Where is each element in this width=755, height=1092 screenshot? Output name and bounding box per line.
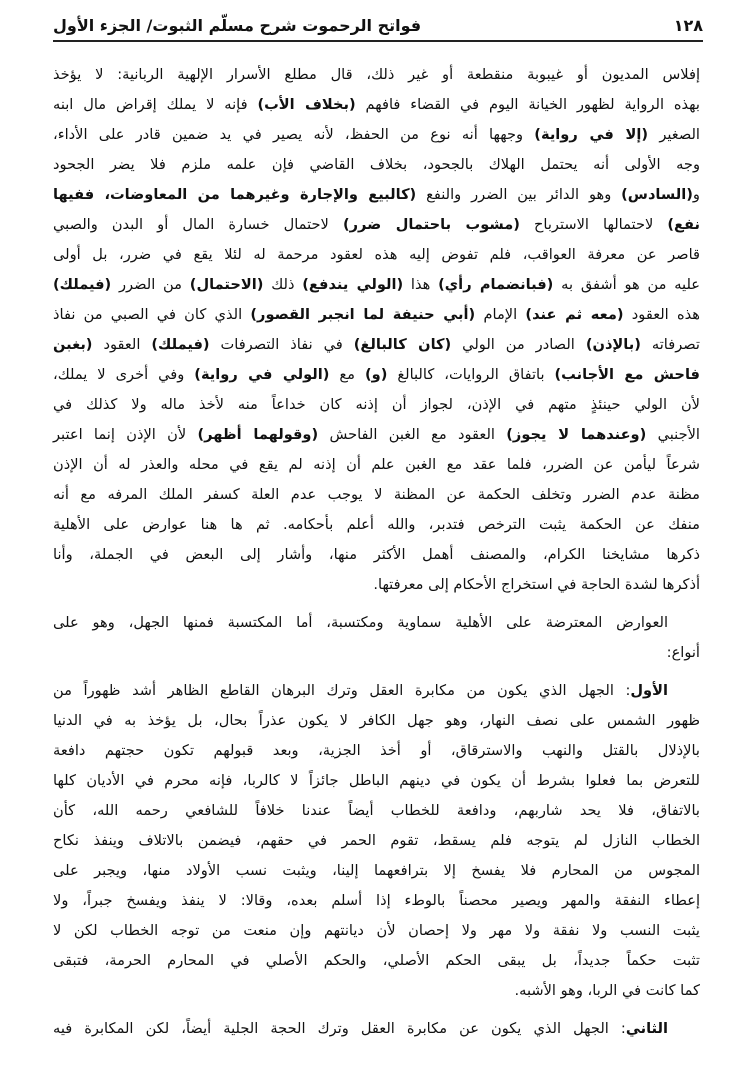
bold-matn-segment: (أبي حنيفة لما انجبر القصور) [250,306,476,323]
text-line [53,150,700,180]
bold-matn-segment: الأول [630,682,668,699]
text-line [53,638,700,668]
bold-matn-segment: (فبانضمام رأي) [438,276,554,293]
text-line [53,210,700,240]
text-segment: منفك عن الحكمة يثبت الترخص فتدبر، والله أعلم بأحكامه. ثم ها هنا عوارض على الأهلية [53,516,700,533]
text-line [53,540,700,570]
text-line [53,240,700,270]
text-segment: و [692,186,700,203]
text-line [53,676,700,706]
text-segment: ذكرها مشايخنا الكرام، والمصنف أهمل الأكثر منها، وأشار إلى البعض في الجملة، وأنا [53,546,700,563]
text-line [53,480,700,510]
text-segment: في نفاذ التصرفات [209,336,354,353]
text-line [53,420,700,450]
text-segment: مع [329,366,365,383]
text-segment: الصغير [648,126,700,143]
text-segment: فإنه لا يملك إقراض مال ابنه [53,96,258,113]
text-segment: : الجهل الذي يكون عن مكابرة العقل وترك الحجة الجلية أيضاً، لكن المكابرة فيه [53,1020,626,1037]
text-segment: تثبت حكماً جديداً، بل يبقى الحكم الأصلي، والحكم الأصلي في المحارم الحرمة، فتبقى [53,952,700,969]
text-line [53,510,700,540]
bold-matn-segment: (إلا في رواية) [534,126,649,143]
page-body [53,60,700,1052]
text-line [53,826,700,856]
running-header [53,12,703,38]
bold-matn-segment: (و) [364,366,388,383]
text-segment: شرعاً ليأمن عن الضرر، فلما عقد مع الغبن علم أن إذنه لم يقع في محله والعذر له أن الإذن [53,456,700,473]
text-segment: إعطاء النفقة والمهر ويصير محصناً بالوطء إذا أسلم بعده، وقالا: لا ينفذ ويفسخ جبراً، ولا [53,892,700,909]
bold-matn-segment: (مشوب باحتمال ضرر) [342,216,520,233]
text-line [53,916,700,946]
text-segment: بالإذلال بالقتل والنهب والاسترقاق، أو أخذ الجزية، وبعد قبولهم تكون حجتهم دافعة [53,742,700,759]
text-segment: من الضرر [111,276,190,293]
bold-matn-segment: (وقولهما أظهر) [197,426,319,443]
bold-matn-segment: (فيملك) [151,336,210,353]
text-line [53,976,700,1006]
text-line [53,856,700,886]
text-segment: باتفاق الروايات، كالبالغ [387,366,555,383]
text-segment: وفي أخرى لا يملك، [53,366,195,383]
text-segment: يثبت النسب ولا نفقة ولا مهر ولا إحصان لأن ديانتهم وإن منعت من توجه الخطاب لكن لا [53,922,700,939]
text-segment: بهذه الرواية لظهور الخيانة اليوم في القضاء فافهم [355,96,700,113]
bold-matn-segment: (كان كالبالغ) [353,336,452,353]
text-line [53,946,700,976]
text-segment: وجهها أنه نوع من الحفظ، لأنه يصير في يد ضمين قادر على الأداء، [53,126,535,143]
bold-matn-segment: (الاحتمال) [189,276,264,293]
bold-matn-segment: (الولي يندفع) [302,276,404,293]
bold-matn-segment: (كالبيع والإجارة وغيرهما من المعاوضات، ففيها [53,186,417,203]
bold-matn-segment: (السادس) [621,186,693,203]
text-segment: الأجنبي [646,426,700,443]
paragraph [53,60,700,600]
text-segment: الصادر من الولي [451,336,586,353]
text-segment: قاصر عن معرفة العواقب، فلم تفوض إليه هذه لعقود مرحمة له لئلا يقع في ضرر، بل أولى [53,246,700,263]
paragraph [53,608,700,668]
text-segment: أنواع: [666,644,700,661]
text-segment: ذلك [263,276,303,293]
bold-matn-segment: (وعندهما لا يجوز) [506,426,647,443]
text-segment: مظنة عدم الضرر وتخلف الحكمة عن المظنة لا يوجب عدم العلة كسفر الملك المرفه مع أنه [53,486,700,503]
text-segment: هذا [403,276,439,293]
text-line [53,180,700,210]
text-segment: عليه من هو أشفق به [553,276,700,293]
text-line [53,60,700,90]
text-line [53,360,700,390]
text-segment: تصرفاته [640,336,700,353]
text-segment: الذي كان في الصبي من نفاذ [53,306,251,323]
text-segment: وهو الدائر بين الضرر والنفع [416,186,622,203]
text-segment: هذه العقود [623,306,700,323]
text-line [53,120,700,150]
paragraph [53,676,700,1006]
text-segment: المجوس من المحارم فلا يفسخ إلا بترافعهما إلينا، ويثبت نسب الأولاد منها، ويجبر على [53,862,700,879]
bold-matn-segment: (بغبن [53,336,93,353]
text-line [53,90,700,120]
text-segment: العوارض المعترضة على الأهلية سماوية ومكتسبة، أما المكتسبة فمنها الجهل، وهو على [53,614,668,631]
text-segment: الإمام [475,306,526,323]
text-segment: كما كانت في الربا، وهو الأشبه. [514,982,700,999]
bold-matn-segment: (بالإذن) [585,336,641,353]
book-title: فواتح الرحموت شرح مسلّم الثبوت/ الجزء الأول [53,15,422,35]
bold-matn-segment: فاحش مع الأجانب) [554,366,700,383]
text-line [53,1014,700,1044]
text-segment: لاحتمالها الاسترباح [519,216,668,233]
text-line [53,766,700,796]
text-line [53,300,700,330]
text-line [53,390,700,420]
text-segment: بالاتفاق، فلا يحد شاربهم، ودافعة للخطاب أيضاً عندنا خلافاً للشافعي رحمه الله، كأن [53,802,700,819]
text-segment: الخطاب النازل لم يتوجه فلم يسقط، تقوم الحمر في حقهم، فيضمن بالاتلاف وينفذ نكاح [53,832,700,849]
bold-matn-segment: الثاني [625,1020,668,1037]
text-line [53,450,700,480]
text-segment: العقود [92,336,152,353]
text-segment: أذكرها لشدة الحاجة في استخراج الأحكام إلى معرفتها. [373,576,700,593]
text-line [53,270,700,300]
text-line [53,608,700,638]
page-number: ١٢٨ [673,15,703,35]
text-segment: لأن الإذن إنما اعتبر [53,426,198,443]
text-segment: إفلاس المديون أو غيبوبة منقطعة أو غير ذلك، قال مطلع الأسرار الإلهية الربانية: لا يؤخذ [53,66,700,83]
bold-matn-segment: نفع) [667,216,700,233]
text-line [53,570,700,600]
text-segment: لأن الولي حينئذٍ متهم في الإذن، لجواز أن إذنه كان خداعاً منه لأخذ ماله ولا كذلك في [53,396,700,413]
bold-matn-segment: (معه ثم عند) [525,306,624,323]
paragraph [53,1014,700,1044]
bold-matn-segment: (الولي في رواية) [194,366,330,383]
bold-matn-segment: (فيملك) [53,276,112,293]
text-line [53,796,700,826]
bold-matn-segment: (بخلاف الأب) [257,96,356,113]
header-rule [53,40,703,42]
text-line [53,886,700,916]
text-segment: : الجهل الذي يكون من مكابرة العقل وترك البرهان القاطع الظاهر أشد ظهوراً من [53,682,631,699]
text-segment: ظهور الشمس على نصف النهار، وهو جهل الكافر لا يكون عذراً بحال، بل يؤخذ به في الدنيا [53,712,700,729]
text-line [53,706,700,736]
text-segment: للتعرض بما فعلوا بشرط أن يكون في دينهم الباطل جائزاً لا كالربا، فإنه محرم في الأديان كلها [53,772,700,789]
text-line [53,330,700,360]
text-line [53,736,700,766]
text-segment: وجه الأولى أنه يحتمل الهلاك بالجحود، بخلاف القاضي فإن علمه ملزم فلا يضر الجحود [53,156,700,173]
text-segment: العقود مع الغبن الفاحش [318,426,507,443]
text-segment: لاحتمال خسارة المال أو البدن والصبي [53,216,343,233]
